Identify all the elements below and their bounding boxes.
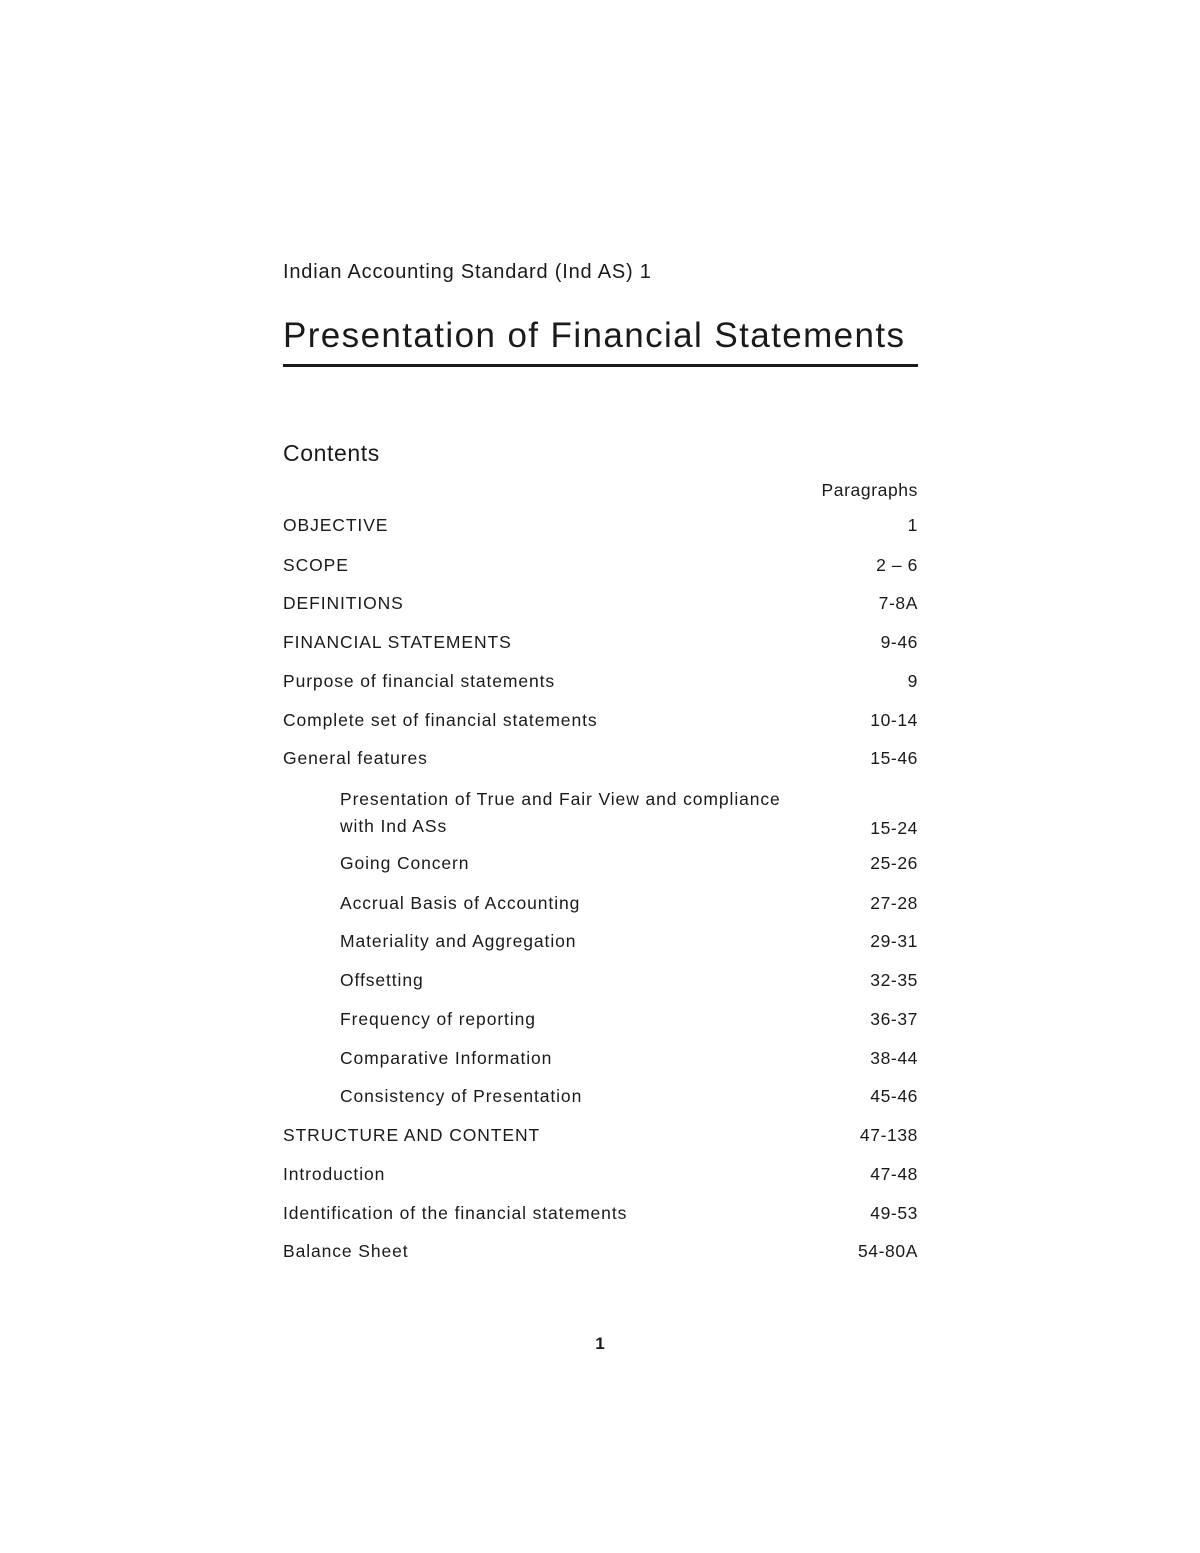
toc-row-scope — [283, 553, 918, 577]
toc-row-financial-statements — [283, 630, 918, 654]
toc-row-true-and-fair-view — [340, 786, 918, 840]
toc-label-line-1: Presentation of True and Fair View and compliance — [340, 789, 781, 809]
page-number: 1 — [595, 1334, 605, 1353]
toc-paragraphs: 36-37 — [870, 1009, 918, 1029]
toc-paragraphs: 45-46 — [870, 1086, 918, 1106]
contents-heading: Contents — [283, 440, 380, 466]
toc-paragraphs: 25-26 — [870, 853, 918, 873]
toc-paragraphs: 7-8A — [878, 593, 918, 613]
toc-row-going-concern — [340, 851, 918, 875]
toc-paragraphs: 9 — [907, 671, 918, 691]
toc-label: SCOPE — [283, 555, 349, 575]
toc-row-offsetting — [340, 968, 918, 992]
toc-row-definitions — [283, 591, 918, 615]
standard-label: Indian Accounting Standard (Ind AS) 1 — [283, 261, 652, 283]
toc-row-structure-and-content — [283, 1123, 918, 1147]
paragraphs-column-header: Paragraphs — [821, 480, 918, 500]
toc-paragraphs: 15-46 — [870, 748, 918, 768]
title-underline — [283, 364, 918, 367]
toc-label: General features — [283, 748, 428, 768]
toc-label: Complete set of financial statements — [283, 710, 598, 730]
toc-row-purpose — [283, 669, 918, 693]
toc-row-objective — [283, 513, 918, 537]
toc-row-comparative — [340, 1046, 918, 1070]
toc-label: Balance Sheet — [283, 1241, 409, 1261]
toc-label: Materiality and Aggregation — [340, 931, 577, 951]
toc-row-introduction — [283, 1162, 918, 1186]
toc-row-consistency — [340, 1084, 918, 1108]
toc-label: Offsetting — [340, 970, 424, 990]
toc-label: OBJECTIVE — [283, 515, 389, 535]
toc-label: STRUCTURE AND CONTENT — [283, 1125, 541, 1145]
document-title: Presentation of Financial Statements — [283, 316, 906, 355]
toc-label: FINANCIAL STATEMENTS — [283, 632, 512, 652]
toc-row-identification — [283, 1201, 918, 1225]
toc-paragraphs: 32-35 — [870, 970, 918, 990]
toc-label: Consistency of Presentation — [340, 1086, 583, 1106]
toc-label: Introduction — [283, 1164, 386, 1184]
toc-paragraphs: 1 — [907, 515, 918, 535]
toc-paragraphs: 54-80A — [857, 1241, 918, 1261]
toc-paragraphs: 10-14 — [870, 710, 918, 730]
toc-row-complete-set — [283, 708, 918, 732]
toc-paragraphs: 15-24 — [870, 818, 918, 838]
toc-label: Purpose of financial statements — [283, 671, 556, 691]
toc-row-frequency — [340, 1007, 918, 1031]
toc-label: Going Concern — [340, 853, 470, 873]
toc-row-materiality — [340, 929, 918, 953]
toc-label: Comparative Information — [340, 1048, 553, 1068]
toc-paragraphs: 27-28 — [870, 893, 918, 913]
toc-label: Accrual Basis of Accounting — [340, 893, 581, 913]
toc-label: DEFINITIONS — [283, 593, 404, 613]
toc-row-balance-sheet — [283, 1239, 918, 1263]
toc-paragraphs: 38-44 — [870, 1048, 918, 1068]
toc-paragraphs: 2 – 6 — [876, 555, 918, 575]
toc-label: Frequency of reporting — [340, 1009, 536, 1029]
toc-paragraphs: 47-48 — [870, 1164, 918, 1184]
toc-label: Identification of the financial statements — [283, 1203, 628, 1223]
toc-paragraphs: 9-46 — [880, 632, 918, 652]
toc-paragraphs: 29-31 — [870, 931, 918, 951]
toc-row-general-features — [283, 746, 918, 770]
toc-row-accrual-basis — [340, 891, 918, 915]
toc-paragraphs: 49-53 — [870, 1203, 918, 1223]
toc-label-line-2: with Ind ASs — [340, 816, 448, 836]
toc-paragraphs: 47-138 — [859, 1125, 918, 1145]
